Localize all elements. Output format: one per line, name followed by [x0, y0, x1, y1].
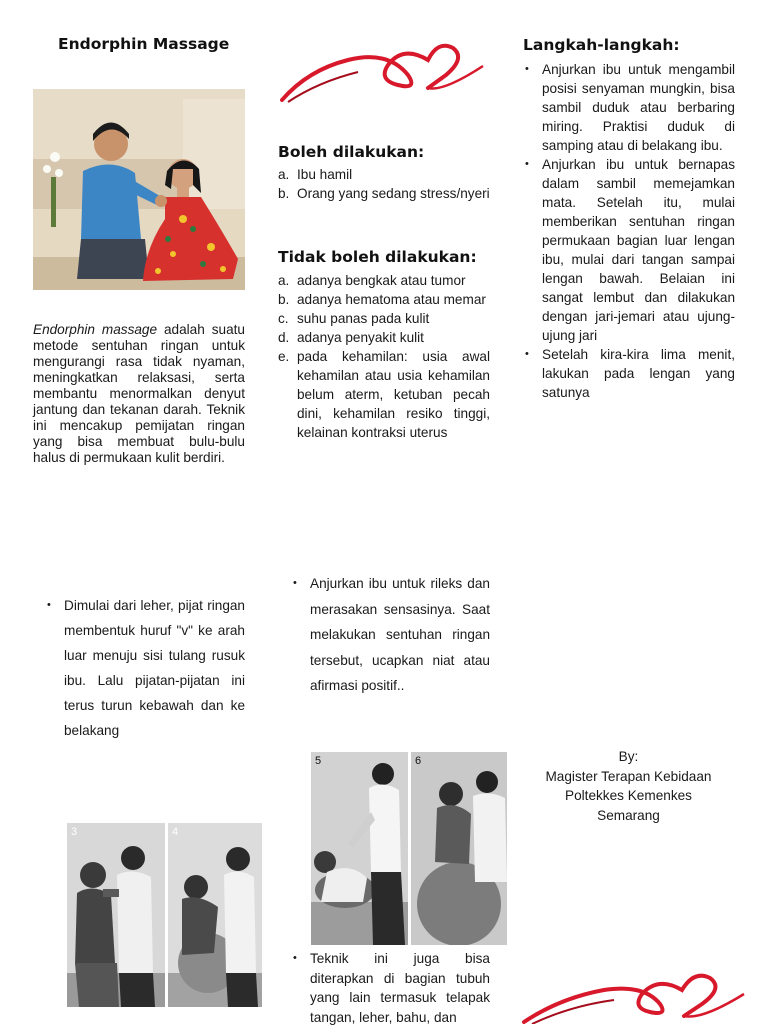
list-text: Ibu hamil: [297, 167, 353, 182]
list-item: [278, 309, 490, 328]
list-item: [278, 271, 490, 290]
list-item: [278, 184, 490, 203]
step-photo-6: [411, 752, 507, 945]
list-item: • Teknik ini juga bisa diterapkan di bagian tubuh yang lain termasuk telapak tangan, leher, bahu, dan: [310, 949, 490, 1027]
list-marker: b.: [278, 292, 290, 307]
list-marker: e.: [278, 349, 290, 364]
definition-text: adalah suatu metode sentuhan ringan untuk mengurangi rasa tidak nyaman, meningkatkan relaksasi, serta membantu menormalkan denyut jantung dan tekanan darah. Teknik ini mencakup pemijatan ringan yang bisa membuat bulu-bulu halus di permukaan kulit berdiri.: [33, 322, 245, 465]
photo-number: 3: [71, 826, 78, 838]
list-item: • Anjurkan ibu untuk bernapas dalam sambil memejamkan mata. Setelah itu, mulai memberikan sentuhan ringan permukaan bagian luar lengan ibu, mulai dari tangan sampai lengan bawah. Belaian ini sangat lembut dan dilakukan dengan jari-jemari atau ujung-ujung jari: [542, 155, 735, 345]
list-text: pada kehamilan: usia awal kehamilan atau usia kehamilan belum aterm, ketuban pecah dini, kehamilan resiko tinggi, kelainan kontraksi uterus: [297, 349, 490, 440]
list-text: adanya hematoma atau memar: [297, 292, 486, 307]
heart-ribbon-icon: [520, 960, 748, 1024]
definition-paragraph: [33, 322, 245, 466]
couple-massage-photo: [33, 89, 245, 290]
list-marker: c.: [278, 311, 289, 326]
langkah-heading: Langkah-langkah:: [523, 36, 680, 54]
list-item: • Anjurkan ibu untuk mengambil posisi senyaman mungkin, bisa sambil duduk atau berbaring miring. Praktisi duduk di samping atau di belakang ibu.: [542, 60, 735, 155]
step-photo-5: [311, 752, 408, 945]
credit-line: Magister Terapan Kebidaan: [545, 768, 712, 784]
list-item: [278, 328, 490, 347]
tidak-list: [278, 271, 490, 442]
definition-term: Endorphin massage: [33, 322, 158, 337]
photo-number: 6: [415, 755, 422, 767]
step-photo-4: [168, 823, 262, 1007]
photo-number: 4: [172, 826, 179, 838]
other-body-parts-step: [290, 949, 490, 1027]
photo-number: 5: [315, 755, 322, 767]
list-item: [278, 165, 490, 184]
list-item: [278, 290, 490, 309]
list-marker: d.: [278, 330, 290, 345]
list-text: adanya bengkak atau tumor: [297, 273, 466, 288]
list-item: • Dimulai dari leher, pijat ringan membentuk huruf "v" ke arah luar menuju sisi tulang rusuk ibu. Lalu pijatan-pijatan ini terus turun kebawah dan ke belakang: [64, 593, 245, 743]
heart-ribbon-icon: [278, 30, 488, 105]
list-text: Orang yang sedang stress/nyeri: [297, 186, 490, 201]
list-marker: a.: [278, 167, 290, 182]
list-item: [278, 347, 490, 442]
page-title: Endorphin Massage: [58, 35, 230, 53]
credit-line: Poltekkes Kemenkes: [565, 788, 692, 803]
list-text: adanya penyakit kulit: [297, 330, 424, 345]
boleh-list: [278, 165, 490, 203]
relax-step: [290, 571, 490, 699]
list-marker: b.: [278, 186, 290, 201]
step-photo-3: [67, 823, 165, 1007]
credit-block: [522, 747, 735, 825]
list-marker: a.: [278, 273, 290, 288]
credit-line: Semarang: [597, 807, 660, 823]
boleh-heading: Boleh dilakukan:: [278, 143, 425, 161]
list-item: • Anjurkan ibu untuk rileks dan merasakan sensasinya. Saat melakukan sentuhan ringan tersebut, ucapkan niat atau afirmasi positif..: [310, 571, 490, 699]
neck-massage-step: [44, 593, 245, 743]
tidak-heading: Tidak boleh dilakukan:: [278, 248, 477, 266]
credit-by: By:: [618, 749, 639, 764]
list-item: • Setelah kira-kira lima menit, lakukan pada lengan yang satunya: [542, 345, 735, 402]
list-text: suhu panas pada kulit: [297, 311, 430, 326]
steps-list: [522, 60, 735, 402]
